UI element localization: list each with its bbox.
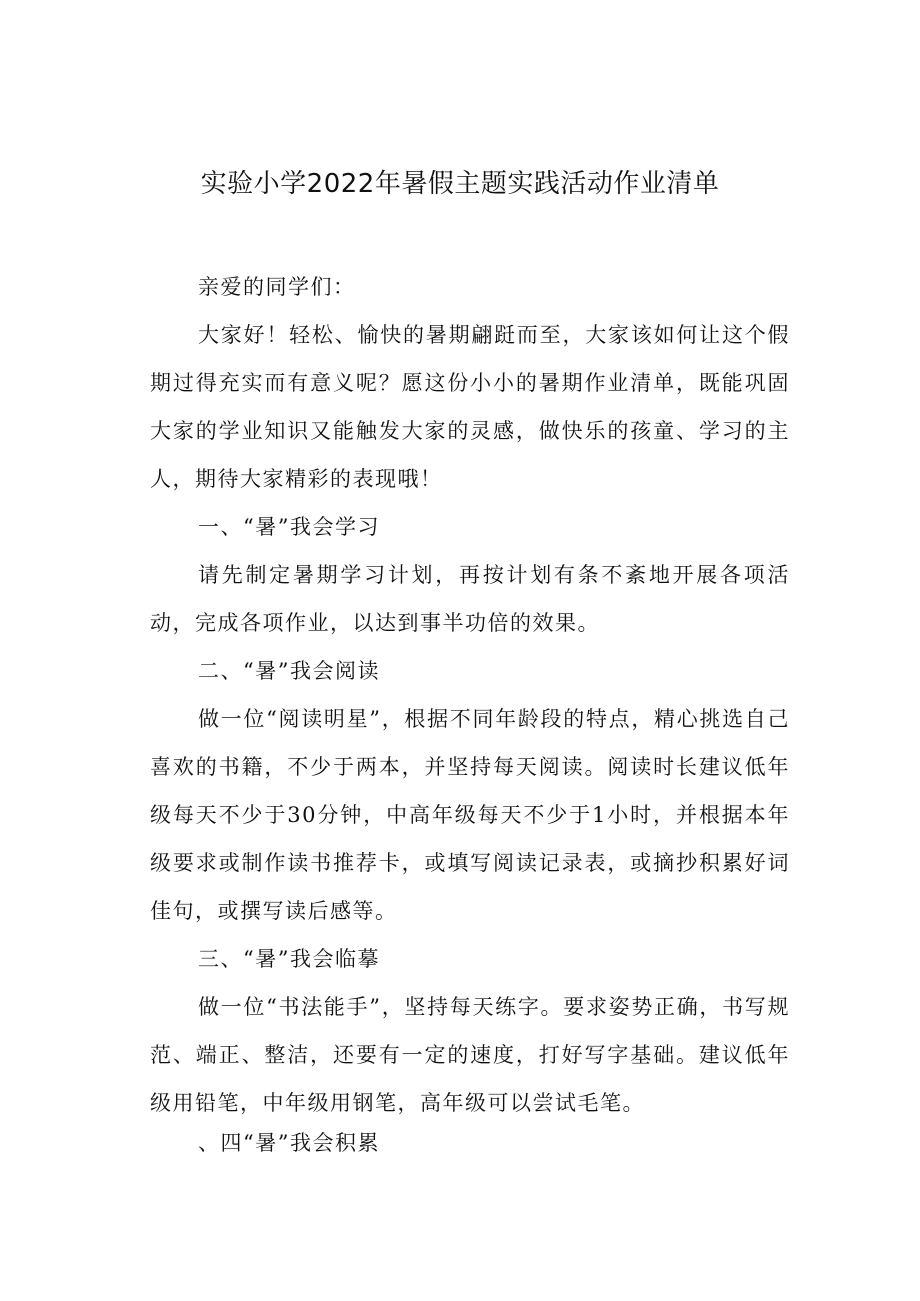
section-heading-reading: 二、“暑”我会阅读 [198, 659, 380, 683]
section-heading-calligraphy: 三、“暑”我会临摹 [198, 947, 380, 971]
section-text-reading: 做一位“阅读明星”，根据不同年龄段的特点，精心挑选自己喜欢的书籍，不少于两本，并坚持每天阅读。阅读时长建议低年级每天不少于30分钟，中高年级每天不少于1小时，并根据本年级要求或制作读书推荐卡，或填写阅读记录表，或摘抄积累好词佳句，或撰写读后感等。 [150, 707, 790, 923]
greeting: 亲爱的同学们： [198, 275, 356, 299]
section-heading-study: 一、“暑”我会学习 [198, 515, 380, 539]
intro-paragraph: 大家好！轻松、愉快的暑期翩跹而至，大家该如何让这个假期过得充实而有意义呢？愿这份小小的暑期作业清单，既能巩固大家的学业知识又能触发大家的灵感，做快乐的孩童、学习的主人，期待大家精彩的表现哦！ [150, 323, 790, 491]
section-heading-accumulate: 、四“暑”我会积累 [198, 1131, 380, 1155]
section-text-calligraphy: 做一位“书法能手”，坚持每天练字。要求姿势正确，书写规范、端正、整洁，还要有一定的速度，打好写字基础。建议低年级用铅笔，中年级用钢笔，高年级可以尝试毛笔。 [150, 995, 790, 1115]
section-text-study: 请先制定暑期学习计划，再按计划有条不紊地开展各项活动，完成各项作业，以达到事半功倍的效果。 [150, 563, 790, 635]
document-title: 实验小学2022年暑假主题实践活动作业清单 [200, 169, 720, 199]
document-body [150, 263, 790, 1167]
